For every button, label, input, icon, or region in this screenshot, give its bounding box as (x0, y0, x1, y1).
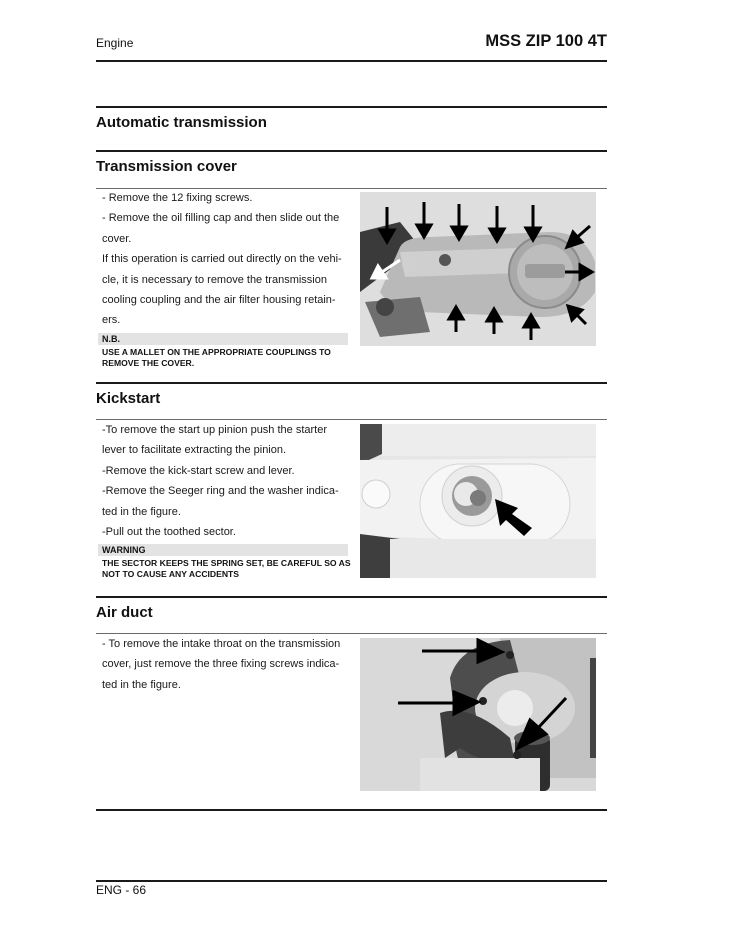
text-line: -Remove the kick-start screw and lever. (102, 464, 295, 477)
text-line: ted in the figure. (102, 505, 181, 518)
text-line: lever to facilitate extracting the pinion. (102, 444, 287, 457)
header-model-name: MSS ZIP 100 4T (485, 32, 607, 50)
text-line: cover. (102, 232, 132, 245)
note-label: N.B. (98, 333, 348, 345)
section-body-kickstart (102, 420, 348, 542)
kickstart-pinion-photo-icon (360, 424, 596, 578)
warning-label: WARNING (98, 544, 348, 556)
text-line: ted in the figure. (102, 678, 181, 691)
warning-text: THE SECTOR KEEPS THE SPRING SET, BE CAREFUL SO AS NOT TO CAUSE ANY ACCIDENTS (102, 558, 351, 579)
section-body-air-duct (102, 634, 348, 695)
text-line: - Remove the 12 fixing screws. (102, 192, 253, 204)
section-title-kickstart: Kickstart (96, 390, 161, 407)
section-body-transmission-cover (102, 188, 348, 331)
figure-transmission-cover (360, 192, 596, 346)
text-line: cle, it is necessary to remove the transmission (102, 273, 327, 286)
text-line: cooling coupling and the air filter housing retain- (102, 294, 336, 307)
section-title-air-duct: Air duct (96, 604, 153, 621)
text-line: cover, just remove the three fixing screws indica- (102, 658, 340, 671)
section-title-transmission-cover: Transmission cover (96, 158, 237, 175)
text-line: -To remove the start up pinion push the starter (102, 424, 328, 436)
divider (96, 106, 607, 108)
divider (96, 150, 607, 152)
header-rule (96, 60, 607, 62)
page-number: ENG - 66 (96, 883, 147, 897)
text-line: -Remove the Seeger ring and the washer indica- (102, 485, 339, 498)
figure-kickstart (360, 424, 596, 578)
manual-page (96, 0, 607, 936)
text-line: -Pull out the toothed sector. (102, 526, 236, 539)
note-text: USE A MALLET ON THE APPROPRIATE COUPLINGS TO REMOVE THE COVER. (102, 347, 331, 368)
chapter-title: Automatic transmission (96, 114, 267, 131)
engine-cover-photo-icon (360, 192, 596, 346)
divider (96, 596, 607, 598)
figure-air-duct (360, 638, 596, 791)
air-duct-photo-icon (360, 638, 596, 791)
footer-rule (96, 880, 607, 882)
header-section-name: Engine (96, 36, 134, 50)
text-line: ers. (102, 314, 121, 327)
text-line: If this operation is carried out directly on the vehi- (102, 253, 342, 266)
text-line: - To remove the intake throat on the transmission (102, 638, 341, 650)
text-line: - Remove the oil filling cap and then slide out the (102, 212, 340, 225)
divider (96, 809, 607, 811)
divider (96, 382, 607, 384)
